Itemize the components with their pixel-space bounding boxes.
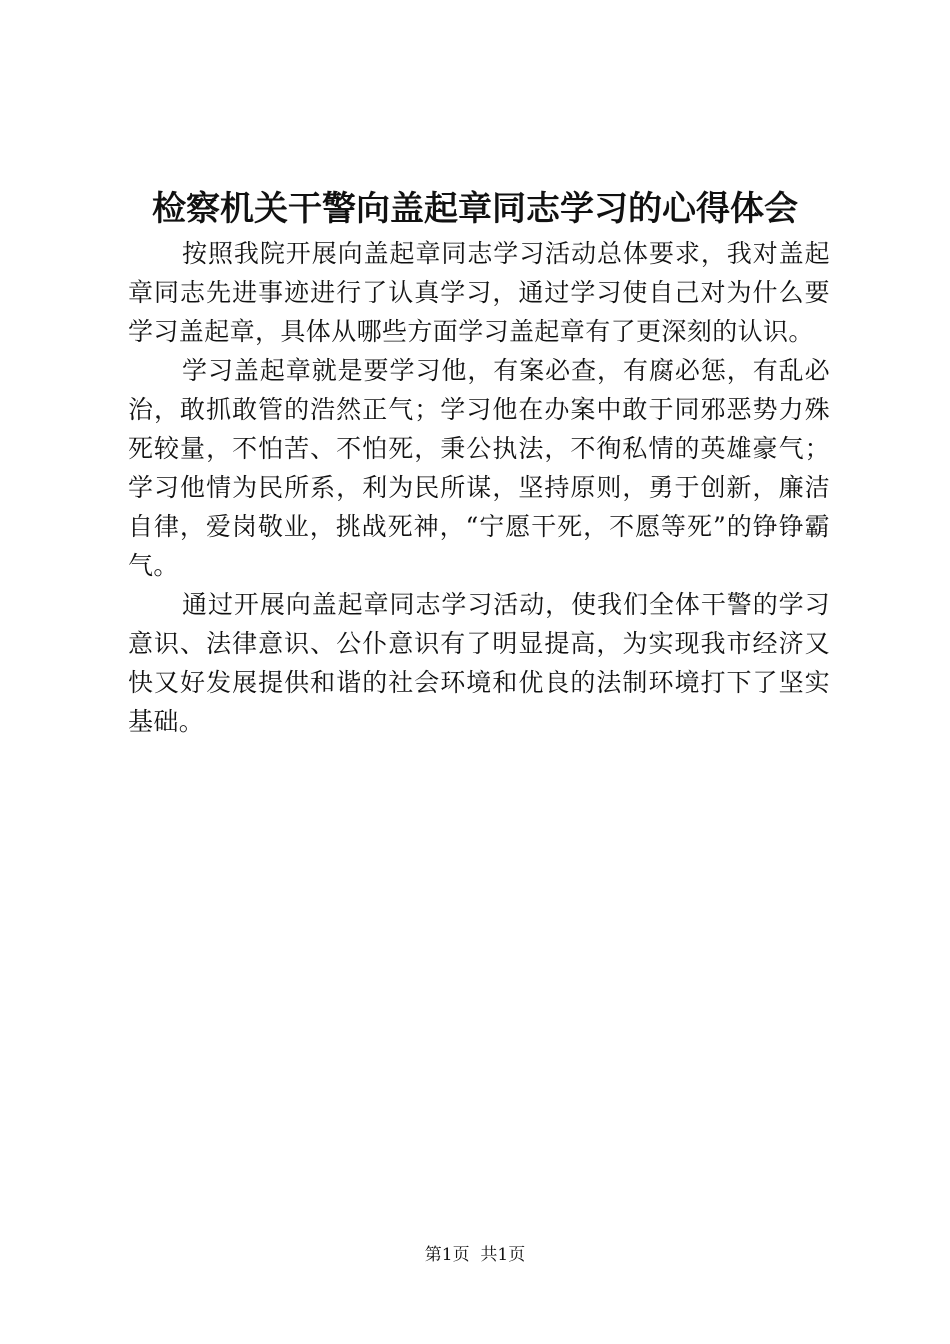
paragraph-1: 按照我院开展向盖起章同志学习活动总体要求，我对盖起章同志先进事迹进行了认真学习，通过学习使自己对为什么要学习盖起章，具体从哪些方面学习盖起章有了更深刻的认识。 bbox=[128, 239, 830, 346]
paragraph-3: 通过开展向盖起章同志学习活动，使我们全体干警的学习意识、法律意识、公仆意识有了明显提高，为实现我市经济又快又好发展提供和谐的社会环境和优良的法制环境打下了坚实基础。 bbox=[128, 590, 830, 736]
document-title: 检察机关干警向盖起章同志学习的心得体会 bbox=[152, 189, 798, 229]
paragraph-2: 学习盖起章就是要学习他，有案必查，有腐必惩，有乱必治，敢抓敢管的浩然正气；学习他在办案中敢于同邪恶势力殊死较量，不怕苦、不怕死，秉公执法，不徇私情的英雄豪气；学习他情为民所系，利为民所谋，坚持原则，勇于创新，廉洁自律，爱岗敬业，挑战死神，“宁愿干死，不愿等死”的铮铮霸气。 bbox=[128, 356, 830, 580]
page-number-footer: 第1页 共1页 bbox=[424, 1245, 526, 1265]
document-body bbox=[128, 234, 830, 741]
